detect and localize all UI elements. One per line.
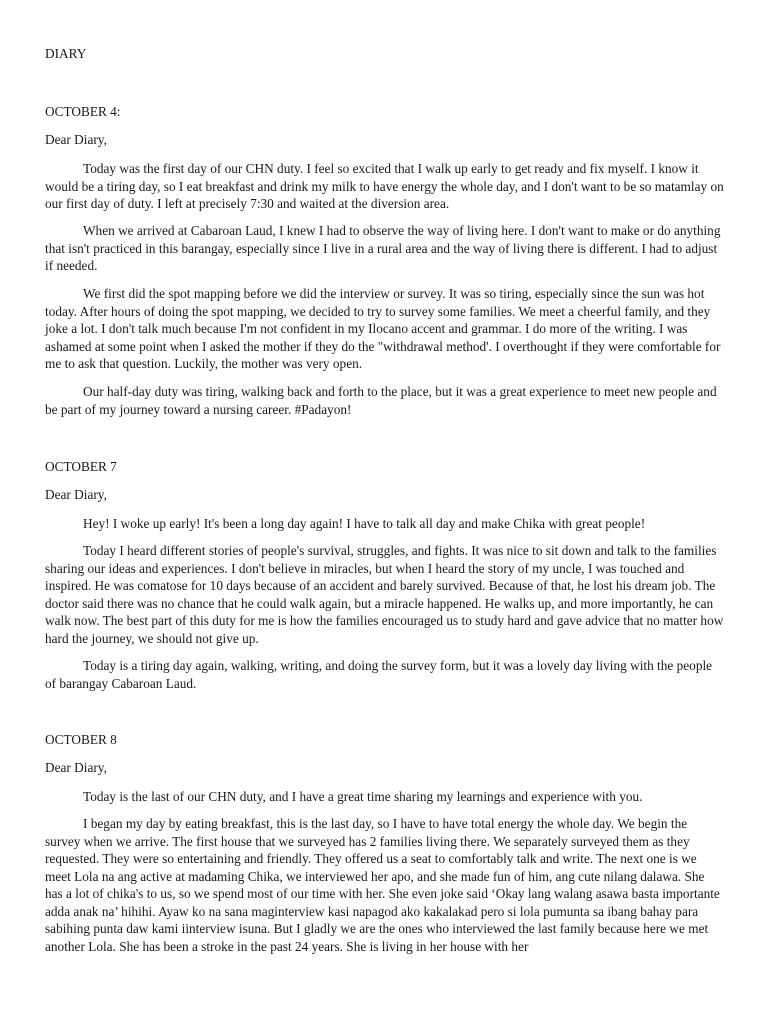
entry-salutation: Dear Diary,	[45, 487, 107, 502]
entry-date: OCTOBER 7	[45, 459, 117, 474]
entry-paragraph: Today was the first day of our CHN duty. I feel so excited that I walk up early to get ready and fix myself. I know it would be a tiring day, so I eat breakfast and drink my milk to have energy the whole day, and I don't want to be so matamlay on our first day of duty. I left at precisely 7:30 and waited at the diversion area.	[45, 161, 724, 211]
entry-paragraph: I began my day by eating breakfast, this is the last day, so I have to have total energy the whole day. We begin the survey when we arrive. The first house that we surveyed has 2 families living there. We separately surveyed them as they requested. They were so entertaining and friendly. They offered us a seat to comfortably talk and write. The next one is we meet Lola na ang active at madaming Chika, we interviewed her apo, and she made fun of him, ang cute nilang dalawa. She has a lot of chika's to us, so we spend most of our time with her. She even joke said ‘Okay lang walang asawa basta importante adda anak na’ hihihi. Ayaw ko na sana maginterview kasi napagod ako kakalakad pero si lola pumunta sa ibang bahay para sabihing punta daw kami iinterview isuna. But I gladly we are the ones who interviewed the last family because here we met another Lola. She has been a stroke in the past 24 years. She is living in her house with her	[45, 816, 720, 954]
entry-paragraph: Today I heard different stories of people's survival, struggles, and fights. It was nice to sit down and talk to the families sharing our ideas and experiences. I don't believe in miracles, but when I heard the story of my uncle, I was touched and inspired. He was comatose for 10 days because of an accident and barely survived. Because of that, he lost his dream job. The doctor said there was no chance that he could walk again, but a miracle happened. He walks up, and more importantly, he can walk now. The best part of this duty for me is how the families encouraged us to study hard and gave advice that no matter how hard the journey, we should not give up.	[45, 543, 724, 646]
entry-paragraph: Today is a tiring day again, walking, writing, and doing the survey form, but it was a lovely day living with the people of barangay Cabaroan Laud.	[45, 658, 713, 691]
entry-paragraph: Our half-day duty was tiring, walking back and forth to the place, but it was a great experience to meet new people and be part of my journey toward a nursing career. #Padayon!	[45, 384, 717, 417]
entry-paragraph: When we arrived at Cabaroan Laud, I knew I had to observe the way of living here. I don't want to make or do anything that isn't practiced in this barangay, especially since I live in a rural area and the way of living there is different. I had to adjust if needed.	[45, 223, 721, 273]
entry-salutation: Dear Diary,	[45, 760, 107, 775]
entry-paragraph: Today is the last of our CHN duty, and I have a great time sharing my learnings and experience with you.	[83, 789, 643, 804]
entry-date: OCTOBER 8	[45, 732, 117, 747]
entry-paragraph: We first did the spot mapping before we did the interview or survey. It was so tiring, especially since the sun was hot today. After hours of doing the spot mapping, we decided to try to survey some families. We meet a cheerful family, and they joke a lot. I don't talk much because I'm not confident in my Ilocano accent and grammar. I do more of the writing. I was ashamed at some point when I asked the mother if they do the "withdrawal method'. I overthought if they were comfortable for me to ask that question. Luckily, the mother was very open.	[45, 286, 721, 371]
entry-salutation: Dear Diary,	[45, 132, 107, 147]
document-title: DIARY	[45, 46, 87, 61]
entry-date: OCTOBER 4:	[45, 104, 121, 119]
entry-paragraph: Hey! I woke up early! It's been a long day again! I have to talk all day and make Chika with great people!	[83, 516, 646, 531]
